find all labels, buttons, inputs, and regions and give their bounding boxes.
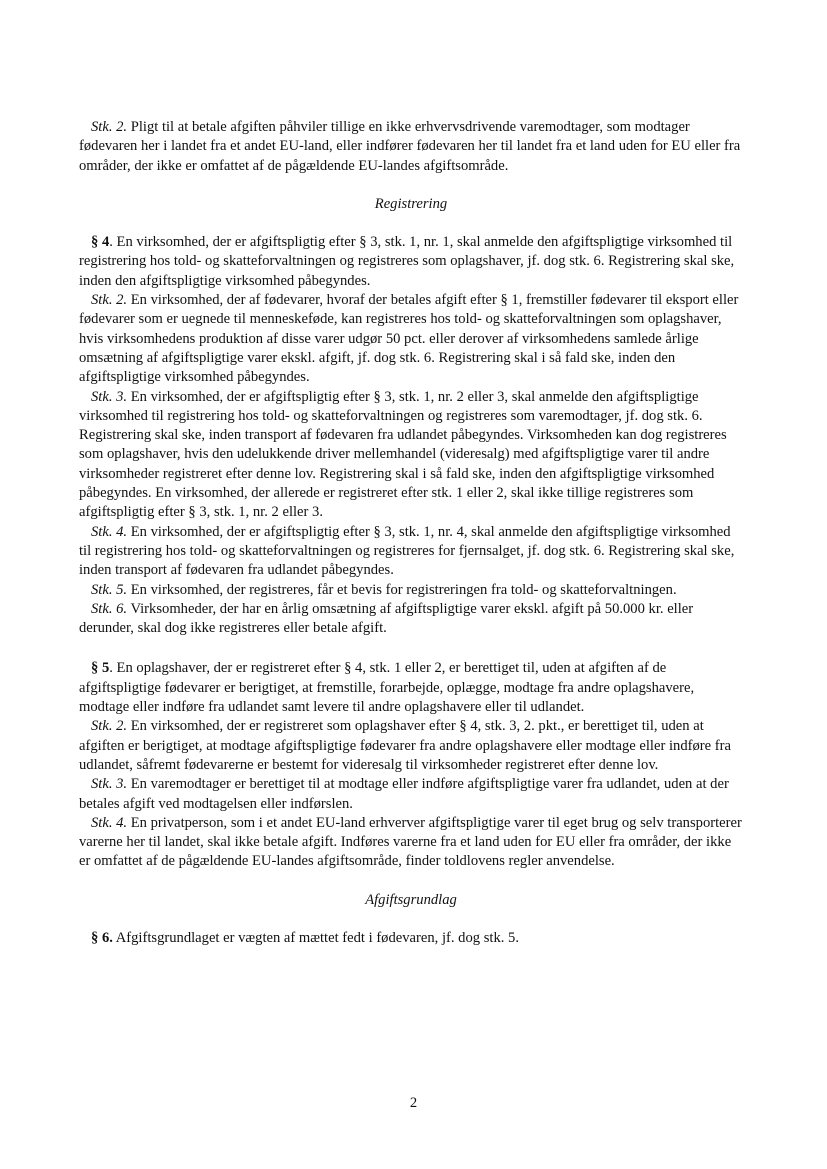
paragraph-5-stk4 (79, 814, 743, 872)
section-label: § 5 (91, 660, 110, 677)
paragraph-text: En virksomhed, der registreres, får et bevis for registreringen fra told- og skatteforvaltningen. (127, 581, 677, 598)
paragraph-text: En varemodtager er berettiget til at modtage eller indføre afgiftspligtige varer fra udlandet, uden at der betales afgift ved modtagelsen eller indførslen. (79, 776, 729, 812)
paragraph-text: Pligt til at betale afgiften påhviler tillige en ikke erhvervsdrivende varemodtager, som modtager fødevaren her i landet fra et andet EU-land, eller indfører fødevaren her til landet fra et land uden for EU eller fra områder, der ikke er omfattet af de pågældende EU-landes afgiftsområde. (79, 119, 741, 174)
paragraph-text: En virksomhed, der er registreret som oplagshaver efter § 4, stk. 3, 2. pkt., er berettiget til, uden at afgiften er berigtiget, at modtage afgiftspligtige fødevarer fra andre oplagshavere eller modtage eller indføre fra udlandet, såfremt fødevarerne er bestemt for videresalg til virksomheder registreret efter denne lov. (79, 718, 731, 773)
stk-label: Stk. 3. (91, 776, 128, 793)
paragraph-text: Virksomheder, der har en årlig omsætning af afgiftspligtige varer ekskl. afgift på 50.000 kr. eller derunder, skal dog ikke registreres eller betale afgift. (79, 600, 694, 637)
stk-label: Stk. 4. (91, 523, 128, 540)
stk-label: Stk. 2. (91, 292, 128, 309)
paragraph-4 (79, 233, 743, 291)
section-heading-registrering: Registrering (374, 195, 448, 212)
paragraph-text: . En virksomhed, der er afgiftspligtig efter § 3, stk. 1, nr. 1, skal anmelde den afgiftspligtige virksomhed til registrering hos told- og skatteforvaltningen og registreres som oplagshaver, jf. dog stk. 6. Registrering skal ske, inden den afgiftspligtige virksomhed påbegyndes. (79, 234, 735, 289)
section-label: § 4 (91, 234, 110, 251)
stk-label: Stk. 5. (91, 581, 128, 598)
paragraph-6 (79, 929, 743, 948)
section-heading-afgiftsgrundlag: Afgiftsgrundlag (365, 891, 457, 908)
paragraph-4-stk4 (79, 523, 743, 581)
page-number: 2 (409, 1095, 418, 1111)
paragraph-text: . En oplagshaver, der er registreret efter § 4, stk. 1 eller 2, er berettiget til, uden at afgiften af de afgiftspligtige fødevarer er berigtiget, at fremstille, forarbejde, oplægge, modtage fra andre oplagshavere, modtage eller indføre fra udlandet samt levere til andre oplagshavere eller til udlandet. (79, 660, 695, 716)
paragraph-text: En virksomhed, der er afgiftspligtig efter § 3, stk. 1, nr. 4, skal anmelde den afgiftspligtige virksomhed til registrering hos told- og skatteforvaltningen og registreres for fjernsalget, jf. dog stk. 6. Registrering skal ske, inden transport af fødevaren fra udlandet påbegyndes. (79, 523, 735, 579)
paragraph-text: Afgiftsgrundlaget er vægten af mættet fedt i fødevaren, jf. dog stk. 5. (112, 929, 519, 946)
paragraph-4-stk3 (79, 388, 743, 523)
paragraph-5-stk3 (79, 775, 743, 814)
stk-label: Stk. 3. (91, 388, 128, 405)
paragraph-4-stk2 (79, 291, 743, 387)
paragraph-text: En privatperson, som i et andet EU-land erhverver afgiftspligtige varer til eget brug og selv transporterer varerne her til landet, skal ikke betale afgift. Indføres varerne fra et land uden for EU eller fra områder, der ikke er omfattet af de pågældende EU-landes afgiftsområde, finder toldlovens regler anvendelse. (79, 814, 742, 870)
stk-label: Stk. 2. (91, 119, 128, 135)
paragraph-5-stk2 (79, 717, 743, 775)
paragraph-text: En virksomhed, der er afgiftspligtig efter § 3, stk. 1, nr. 2 eller 3, skal anmelde den afgiftspligtige virksomhed til registrering hos told- og skatteforvaltningen og registreres som varemodtager, jf. dog stk. 6. Registrering skal ske, inden transport af fødevaren fra udlandet påbegyndes. Virksomheden kan dog registreres som oplagshaver, hvis den udelukkende driver mellemhandel (videresalg) med afgiftspligtige varer til andre virksomheder registreret efter denne lov. Registrering skal i så fald ske, inden den afgiftspligtige virksomhed påbegyndes. En virksomhed, der allerede er registreret efter stk. 1 eller 2, skal ikke tillige registreres som afgiftspligtig efter § 3, stk. 1, nr. 2 eller 3. (79, 388, 727, 521)
stk-label: Stk. 6. (91, 600, 128, 617)
paragraph-4-stk6 (79, 600, 743, 639)
paragraph-3-stk2 (79, 118, 743, 176)
stk-label: Stk. 2. (91, 718, 128, 735)
document-page (79, 118, 743, 948)
paragraph-5 (79, 659, 743, 717)
paragraph-4-stk5 (79, 581, 743, 600)
stk-label: Stk. 4. (91, 814, 128, 831)
paragraph-text: En virksomhed, der af fødevarer, hvoraf der betales afgift efter § 1, fremstiller fødevarer til eksport eller fødevarer som er uegnede til menneskeføde, kan registreres hos told- og skatteforvaltningen som oplagshaver, hvis virksomhedens produktion af disse varer udgør 50 pct. eller derover af virksomhedens samlede årlige omsætning af afgiftspligtige varer ekskl. afgift, jf. dog stk. 6. Registrering skal i så fald ske, inden den afgiftspligtige virksomhed påbegyndes. (79, 292, 739, 386)
section-label: § 6. (91, 929, 113, 946)
